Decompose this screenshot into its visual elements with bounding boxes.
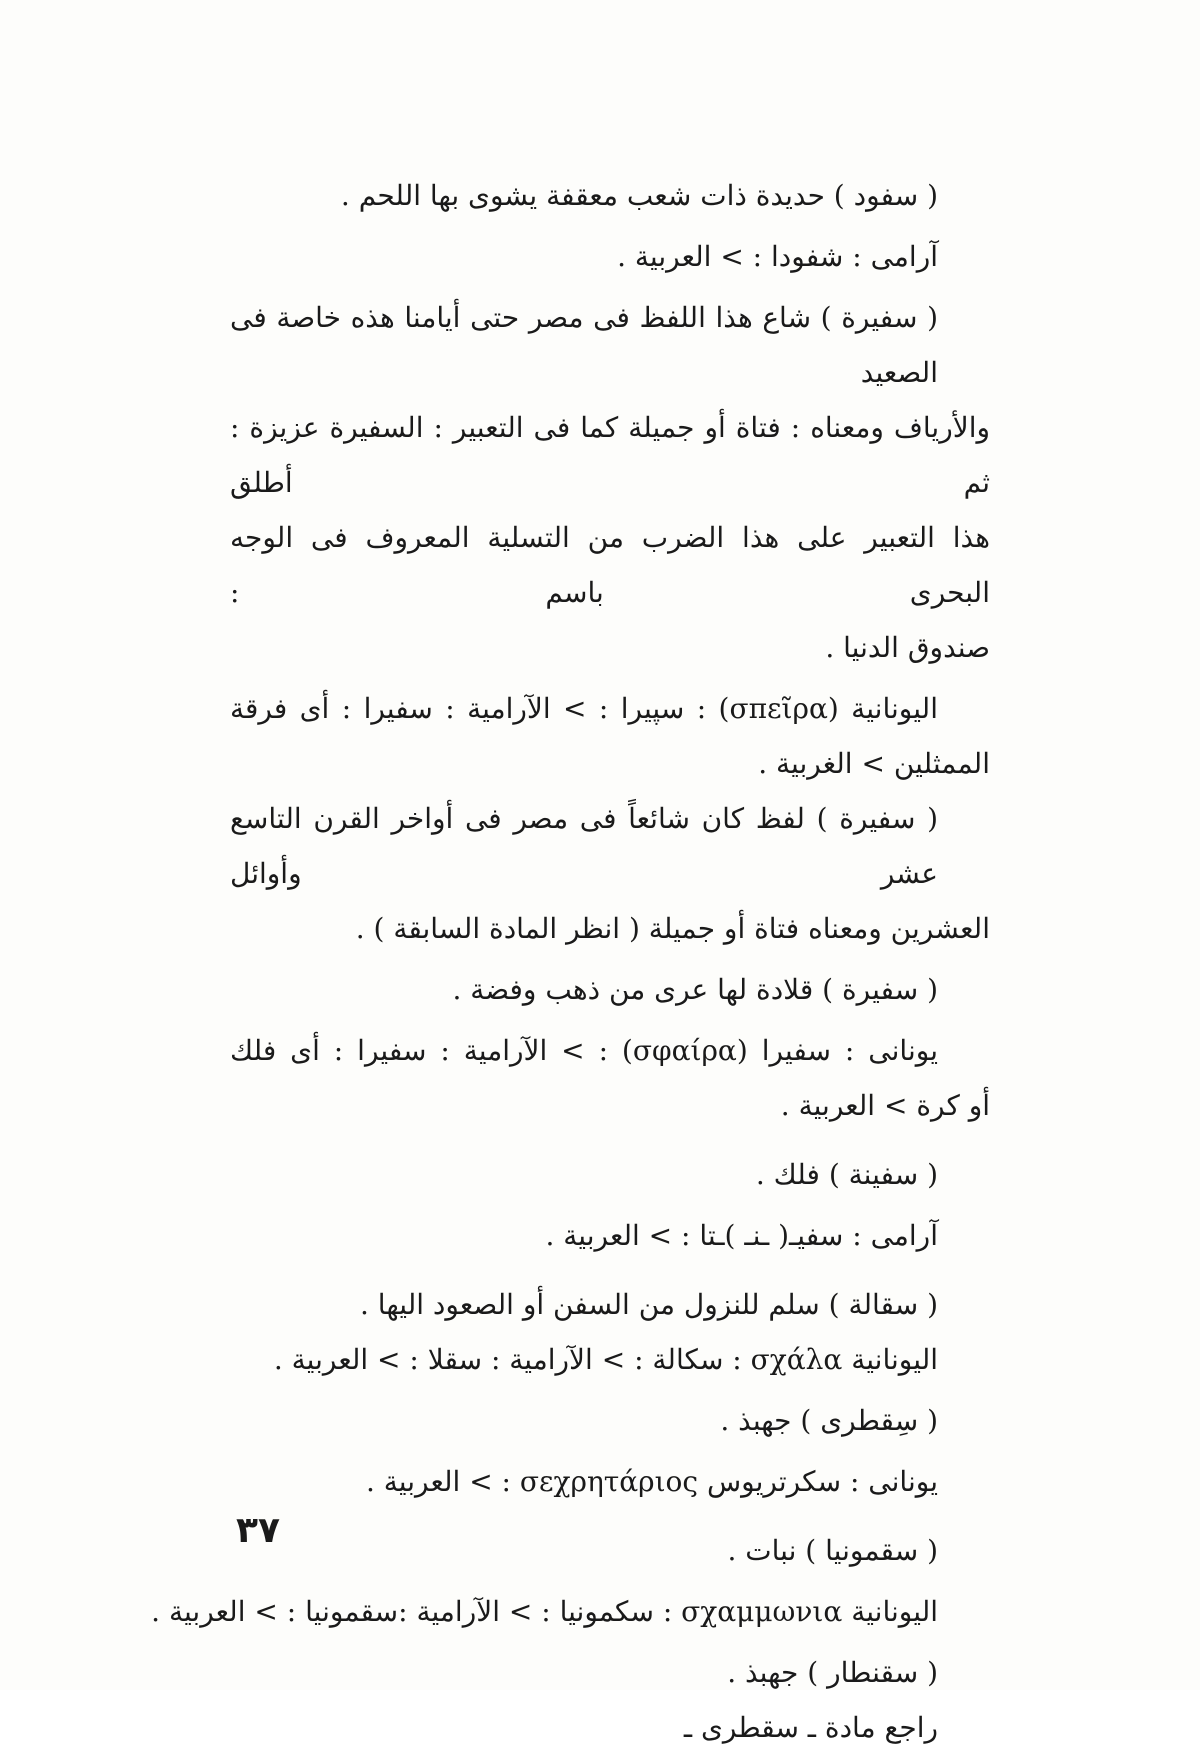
page-number: ٣٧ (236, 1510, 280, 1551)
entry-line: ( سفيرة ) شاع هذا اللفظ فى مصر حتى أيامنا هذه خاصة فى الصعيد (230, 301, 938, 389)
entry-line: ( سقمونيا ) نبات . (727, 1534, 938, 1567)
entry-line: صندوق الدنيا . (825, 631, 990, 664)
entry-line: راجع مادة ـ سقطرى ـ (683, 1711, 938, 1744)
entry-line: اليونانية (σπεῖρα) : سپيرا : > الآرامية : سفيرا : أى فرقة (230, 692, 938, 725)
entry-line: ( سقالة ) سلم للنزول من السفن أو الصعود اليها . (360, 1288, 938, 1321)
page-body (151, 168, 990, 1755)
entry-line: هذا التعبير على هذا الضرب من التسلية المعروف فى الوجه البحرى باسم : (230, 521, 990, 609)
entry-line: ( سفيرة ) قلادة لها عرى من ذهب وفضة . (452, 973, 938, 1006)
entry-line: العشرين ومعناه فتاة أو جميلة ( انظر المادة السابقة ) . (355, 912, 990, 945)
entry-line: ( سفينة ) فلك . (755, 1158, 938, 1191)
entry-line: يونانى : سكرتريوس σεχρητάριος : > العربية . (365, 1465, 938, 1498)
entry-line: ( سقنطار ) جهبذ . (727, 1656, 938, 1689)
entry-line: ( سفيرة ) لفظ كان شائعاً فى مصر فى أواخر القرن التاسع عشر وأوائل (230, 802, 938, 890)
entry-line: يونانى : سفيرا (σφαίρα) : > الآرامية : سفيرا : أى فلك (230, 1034, 938, 1067)
entry-line: آرامى : سفيـ( ـنـ )ـتا : > العربية . (545, 1219, 938, 1252)
entry-line: ( سِقطرى ) جهبذ . (720, 1404, 938, 1437)
entry-line: الممثلين > الغربية . (758, 747, 990, 780)
entry-line: ( سفود ) حديدة ذات شعب معقفة يشوى بها اللحم . (340, 179, 938, 212)
entry-line: أو كرة > العربية . (780, 1089, 990, 1122)
entry-line: والأرياف ومعناه : فتاة أو جميلة كما فى التعبير : السفيرة عزيزة : ثم أطلق (230, 411, 990, 499)
entry-line: اليونانية σχαμμωνια : سكمونيا : > الآرامية :سقمونيا : > العربية . (151, 1595, 938, 1628)
entry-line: آرامى : شفودا : > العربية . (617, 240, 938, 273)
entry-line: اليونانية σχάλα : سكالة : > الآرامية : سقلا : > العربية . (273, 1343, 938, 1376)
